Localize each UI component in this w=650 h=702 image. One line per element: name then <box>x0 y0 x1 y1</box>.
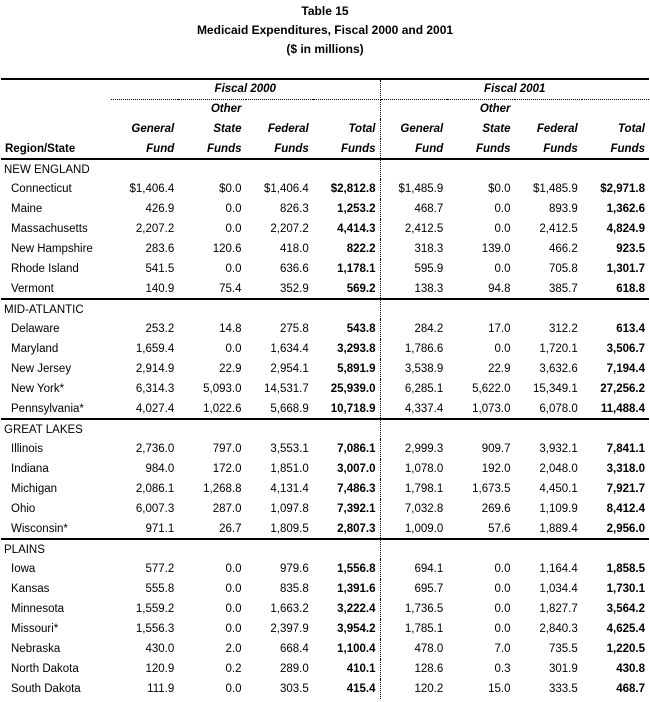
table-row <box>1 379 649 399</box>
federal-funds-2000: 835.8 <box>279 583 309 595</box>
fiscal-year-header-row <box>1 79 649 99</box>
general-fund-2001: 3,538.9 <box>404 363 444 375</box>
general-fund-2000: 4,027.4 <box>135 402 175 415</box>
table-row <box>1 199 649 219</box>
federal-funds-2001: 301.9 <box>548 663 578 675</box>
federal-funds-2000: 979.6 <box>279 563 309 575</box>
general-fund-2001: 6,285.1 <box>404 383 444 395</box>
federal-funds-2001: 1,827.7 <box>539 603 578 615</box>
general-fund-2001: 1,785.1 <box>404 623 444 635</box>
total-funds-2000: 3,293.8 <box>313 339 380 359</box>
table-row <box>1 279 649 299</box>
general-fund-2001: 7,032.8 <box>404 503 444 515</box>
other-state-funds-2001: 0.0 <box>494 563 511 575</box>
general-fund-2000: 253.2 <box>145 323 175 335</box>
federal-funds-2000: 5,668.9 <box>270 402 309 415</box>
other-state-funds-2001: 0.0 <box>494 263 511 275</box>
fiscal-2000-header: Fiscal 2000 <box>111 79 380 99</box>
total-funds-2001: 7,921.7 <box>606 483 645 495</box>
general-fund-2000: 541.5 <box>145 263 175 275</box>
table-row <box>1 619 649 639</box>
general-fund-2001: 1,798.1 <box>404 483 444 495</box>
state-name: Indiana <box>11 463 49 475</box>
fund-label-2000: Fund <box>146 142 175 155</box>
general-fund-2000: 971.1 <box>145 522 175 535</box>
general-fund-2001: 284.2 <box>414 323 444 335</box>
total-label-2001: Total <box>617 123 645 135</box>
general-fund-2000: 430.0 <box>145 643 175 655</box>
total-funds-2000: 1,556.8 <box>313 559 380 579</box>
funds-label-2000-state: Funds <box>207 142 242 155</box>
federal-funds-2000: 4,131.4 <box>270 483 309 495</box>
federal-funds-2000: 1,097.8 <box>270 503 309 515</box>
other-label-2000: Other <box>210 103 242 116</box>
federal-funds-2000: 636.6 <box>279 263 309 275</box>
general-fund-2000: 1,559.2 <box>135 603 175 615</box>
region-state-header: Region/State <box>5 142 76 155</box>
general-fund-2000: 140.9 <box>145 282 175 295</box>
general-fund-2000: 426.9 <box>145 203 175 215</box>
state-name: South Dakota <box>11 683 81 695</box>
region-header-row <box>1 539 649 559</box>
total-funds-2000: 7,486.3 <box>313 479 380 499</box>
state-name: New York* <box>11 383 65 395</box>
other-state-funds-2000: 22.9 <box>219 363 242 375</box>
general-fund-2000: 2,914.9 <box>135 363 175 375</box>
federal-funds-2000: 668.4 <box>279 643 309 655</box>
other-state-funds-2001: 269.6 <box>481 503 511 515</box>
federal-funds-2001: 1,720.1 <box>539 343 578 355</box>
state-name: Maryland <box>11 343 59 355</box>
total-funds-2001: 923.5 <box>616 243 645 255</box>
federal-funds-2000: 2,207.2 <box>270 223 309 235</box>
table-row <box>1 519 649 539</box>
total-funds-2001: 1,858.5 <box>606 563 645 575</box>
funds-label-2001-state: Funds <box>476 142 511 155</box>
state-name: Ohio <box>11 503 36 515</box>
total-funds-2000: 2,807.3 <box>313 519 380 539</box>
total-label-2000: Total <box>313 119 380 139</box>
medicaid-table <box>1 78 649 699</box>
total-funds-2000: 3,954.2 <box>313 619 380 639</box>
total-funds-2001: 3,564.2 <box>606 603 645 615</box>
header-row-type <box>1 119 649 139</box>
total-funds-2001: 7,841.1 <box>606 443 645 455</box>
state-name: Nebraska <box>11 643 61 655</box>
state-name: Iowa <box>11 563 36 575</box>
general-fund-2001: 128.6 <box>414 663 444 675</box>
general-fund-2001: 120.2 <box>414 683 444 695</box>
general-fund-2000: 283.6 <box>145 243 175 255</box>
state-name: North Dakota <box>11 663 79 675</box>
other-state-funds-2000: 2.0 <box>225 643 242 655</box>
other-state-funds-2000: $0.0 <box>219 183 242 195</box>
general-fund-2000: 555.8 <box>145 583 175 595</box>
total-funds-2001: 7,194.4 <box>606 363 645 375</box>
total-funds-2001: 1,220.5 <box>606 643 645 655</box>
region-name: MID-ATLANTIC <box>1 299 111 319</box>
other-state-funds-2000: 0.0 <box>225 603 242 615</box>
federal-funds-2000: 2,954.1 <box>270 363 309 375</box>
federal-funds-2001: 1,034.4 <box>539 583 578 595</box>
total-funds-2000: 7,086.1 <box>313 439 380 459</box>
other-state-funds-2001: 1,073.0 <box>472 402 511 415</box>
other-state-funds-2000: 1,268.8 <box>203 483 242 495</box>
funds-label-2000-total: Funds <box>313 139 380 159</box>
total-funds-2001: 4,625.4 <box>606 623 645 635</box>
federal-funds-2000: 303.5 <box>279 683 309 695</box>
federal-funds-2000: 1,851.0 <box>270 463 309 475</box>
federal-funds-2001: 466.2 <box>548 243 578 255</box>
state-name: Wisconsin* <box>11 522 68 535</box>
other-state-funds-2000: 0.0 <box>225 683 242 695</box>
general-fund-2000: 984.0 <box>145 463 175 475</box>
other-state-funds-2000: 5,093.0 <box>203 383 242 395</box>
general-fund-2001: 1,009.0 <box>404 522 444 535</box>
region-header-row <box>1 419 649 439</box>
general-fund-2001: 318.3 <box>414 243 444 255</box>
state-label-2001: State <box>482 123 511 135</box>
general-fund-2001: 1,736.5 <box>404 603 444 615</box>
federal-funds-2001: 3,632.6 <box>539 363 578 375</box>
region-name: PLAINS <box>1 539 111 559</box>
federal-funds-2000: 1,809.5 <box>270 522 309 535</box>
general-fund-2001: 595.9 <box>414 263 444 275</box>
other-state-funds-2000: 172.0 <box>212 463 242 475</box>
table-row <box>1 239 649 259</box>
general-fund-2001: 4,337.4 <box>404 402 444 415</box>
other-state-funds-2000: 14.8 <box>219 323 242 335</box>
state-name: Illinois <box>11 443 43 455</box>
other-state-funds-2001: $0.0 <box>488 183 511 195</box>
state-name: Delaware <box>11 323 60 335</box>
other-state-funds-2001: 22.9 <box>488 363 511 375</box>
federal-funds-2001: 1,109.9 <box>539 503 578 515</box>
general-fund-2001: 2,412.5 <box>404 223 444 235</box>
general-label-2001: General <box>400 123 444 135</box>
total-funds-2001: $2,971.8 <box>600 183 645 195</box>
federal-funds-2001: 385.7 <box>548 282 578 295</box>
total-funds-2000: 5,891.9 <box>313 359 380 379</box>
general-fund-2001: $1,485.9 <box>398 183 444 195</box>
federal-funds-2000: 3,553.1 <box>270 443 309 455</box>
general-fund-2000: 6,007.3 <box>135 503 175 515</box>
total-funds-2001: 1,362.6 <box>606 203 645 215</box>
general-fund-2000: 577.2 <box>145 563 175 575</box>
total-funds-2001: 27,256.2 <box>600 383 645 395</box>
table-row <box>1 659 649 679</box>
other-state-funds-2001: 94.8 <box>488 282 511 295</box>
federal-funds-2000: 352.9 <box>279 282 309 295</box>
table-row <box>1 679 649 699</box>
general-fund-2000: 1,556.3 <box>135 623 175 635</box>
table-row <box>1 219 649 239</box>
total-funds-2001: 4,824.9 <box>606 223 645 235</box>
other-label-2001: Other <box>479 103 511 116</box>
header-row-other <box>1 99 649 119</box>
federal-funds-2000: 1,634.4 <box>270 343 309 355</box>
federal-funds-2001: 3,932.1 <box>539 443 578 455</box>
federal-funds-2001: 735.5 <box>548 643 578 655</box>
federal-funds-2001: 2,048.0 <box>539 463 578 475</box>
other-state-funds-2000: 287.0 <box>212 503 242 515</box>
general-fund-2001: 478.0 <box>414 643 444 655</box>
other-state-funds-2000: 0.0 <box>225 583 242 595</box>
total-funds-2000: 410.1 <box>313 659 380 679</box>
other-state-funds-2001: 0.0 <box>494 623 511 635</box>
federal-funds-2000: 2,397.9 <box>270 623 309 635</box>
total-funds-2000: 3,222.4 <box>313 599 380 619</box>
total-funds-2000: 1,100.4 <box>313 639 380 659</box>
federal-funds-2001: 2,840.3 <box>539 623 578 635</box>
other-state-funds-2001: 1,673.5 <box>472 483 511 495</box>
other-state-funds-2000: 26.7 <box>219 522 242 535</box>
other-state-funds-2001: 0.0 <box>494 583 511 595</box>
table-row <box>1 399 649 419</box>
other-state-funds-2001: 0.0 <box>494 343 511 355</box>
state-name: Minnesota <box>11 603 65 615</box>
fiscal-2001-header: Fiscal 2001 <box>380 79 649 99</box>
header-row-funds <box>1 139 649 159</box>
other-state-funds-2000: 75.4 <box>219 282 242 295</box>
region-name: NEW ENGLAND <box>1 159 111 179</box>
federal-funds-2001: 6,078.0 <box>539 402 578 415</box>
federal-funds-2000: 1,663.2 <box>270 603 309 615</box>
state-name: Massachusetts <box>11 223 88 235</box>
funds-label-2000-federal: Funds <box>274 142 309 155</box>
region-header-row <box>1 299 649 319</box>
total-funds-2001: 2,956.0 <box>606 522 645 535</box>
total-funds-2000: 4,414.3 <box>313 219 380 239</box>
table-number: Table 15 <box>301 4 349 18</box>
general-fund-2001: 695.7 <box>414 583 444 595</box>
other-state-funds-2000: 0.0 <box>225 623 242 635</box>
other-state-funds-2001: 0.0 <box>494 203 511 215</box>
federal-funds-2001: 333.5 <box>548 683 578 695</box>
region-header-row <box>1 159 649 179</box>
table-row <box>1 259 649 279</box>
other-state-funds-2000: 0.2 <box>225 663 242 675</box>
general-fund-2000: 2,207.2 <box>135 223 175 235</box>
table-row <box>1 579 649 599</box>
other-state-funds-2000: 0.0 <box>225 203 242 215</box>
state-name: New Hampshire <box>11 243 93 255</box>
federal-funds-2000: 289.0 <box>279 663 309 675</box>
table-title-block <box>0 2 650 59</box>
total-funds-2001: 430.8 <box>616 663 645 675</box>
region-name: GREAT LAKES <box>1 419 111 439</box>
other-state-funds-2000: 0.0 <box>225 223 242 235</box>
table-units: ($ in millions) <box>286 42 364 56</box>
total-funds-2000: $2,812.8 <box>313 179 380 199</box>
total-funds-2000: 1,253.2 <box>313 199 380 219</box>
state-name: New Jersey <box>11 363 72 375</box>
other-state-funds-2000: 1,022.6 <box>203 402 242 415</box>
general-fund-2001: 2,999.3 <box>404 443 444 455</box>
federal-funds-2000: 418.0 <box>279 243 309 255</box>
general-fund-2001: 1,786.6 <box>404 343 444 355</box>
state-name: Kansas <box>11 583 50 595</box>
total-funds-2001: 3,318.0 <box>606 463 645 475</box>
total-funds-2001: 1,301.7 <box>606 263 645 275</box>
total-funds-2000: 822.2 <box>313 239 380 259</box>
federal-funds-2001: 4,450.1 <box>539 483 578 495</box>
state-name: Vermont <box>11 282 54 295</box>
federal-funds-2000: 14,531.7 <box>263 383 309 395</box>
federal-funds-2001: 1,889.4 <box>539 522 578 535</box>
table-row <box>1 599 649 619</box>
funds-label-2001-federal: Funds <box>543 142 578 155</box>
other-state-funds-2001: 0.0 <box>494 603 511 615</box>
federal-label-2000: Federal <box>267 123 309 135</box>
federal-funds-2001: 2,412.5 <box>539 223 578 235</box>
table-row <box>1 359 649 379</box>
total-funds-2000: 543.8 <box>313 319 380 339</box>
federal-funds-2001: 893.9 <box>548 203 578 215</box>
total-funds-2000: 569.2 <box>313 279 380 299</box>
federal-funds-2000: $1,406.4 <box>263 183 309 195</box>
state-name: Maine <box>11 203 43 215</box>
table-row <box>1 639 649 659</box>
total-funds-2000: 3,007.0 <box>313 459 380 479</box>
table-row <box>1 479 649 499</box>
general-fund-2000: 1,659.4 <box>135 343 175 355</box>
other-state-funds-2001: 0.3 <box>494 663 511 675</box>
total-funds-2000: 10,718.9 <box>313 399 380 419</box>
state-name: Pennsylvania* <box>11 402 84 415</box>
table-row <box>1 559 649 579</box>
other-state-funds-2001: 192.0 <box>481 463 511 475</box>
federal-funds-2001: 705.8 <box>548 263 578 275</box>
total-funds-2000: 1,391.6 <box>313 579 380 599</box>
total-funds-2001: 468.7 <box>616 683 645 695</box>
other-state-funds-2001: 139.0 <box>481 243 511 255</box>
total-funds-2001: 1,730.1 <box>606 583 645 595</box>
general-fund-2000: 2,736.0 <box>135 443 175 455</box>
total-funds-2001: 613.4 <box>616 323 645 335</box>
total-funds-2000: 415.4 <box>313 679 380 699</box>
general-fund-2001: 1,078.0 <box>404 463 444 475</box>
other-state-funds-2000: 0.0 <box>225 263 242 275</box>
state-name: Missouri* <box>11 623 59 635</box>
state-name: Michigan <box>11 483 58 495</box>
other-state-funds-2001: 17.0 <box>488 323 511 335</box>
other-state-funds-2000: 797.0 <box>212 443 242 455</box>
total-funds-2001: 11,488.4 <box>600 402 645 415</box>
state-label-2000: State <box>213 123 242 135</box>
table-row <box>1 179 649 199</box>
general-fund-2000: 2,086.1 <box>135 483 175 495</box>
general-fund-2000: 120.9 <box>145 663 175 675</box>
total-funds-2000: 7,392.1 <box>313 499 380 519</box>
other-state-funds-2001: 5,622.0 <box>472 383 511 395</box>
general-fund-2000: 6,314.3 <box>135 383 175 395</box>
general-fund-2000: $1,406.4 <box>129 183 175 195</box>
fund-label-2001: Fund <box>415 142 444 155</box>
federal-funds-2000: 826.3 <box>279 203 309 215</box>
table-body <box>1 159 649 699</box>
other-state-funds-2000: 0.0 <box>225 343 242 355</box>
other-state-funds-2001: 15.0 <box>488 683 511 695</box>
other-state-funds-2001: 57.6 <box>488 522 511 535</box>
total-funds-2000: 1,178.1 <box>313 259 380 279</box>
general-label-2000: General <box>131 123 175 135</box>
federal-funds-2001: 312.2 <box>548 323 578 335</box>
federal-funds-2001: 1,164.4 <box>539 563 578 575</box>
other-state-funds-2000: 120.6 <box>212 243 242 255</box>
state-name: Rhode Island <box>11 263 79 275</box>
state-name: Connecticut <box>11 183 72 195</box>
funds-label-2001-total: Funds <box>610 142 645 155</box>
total-funds-2001: 8,412.4 <box>606 503 645 515</box>
table-row <box>1 339 649 359</box>
table-title: Medicaid Expenditures, Fiscal 2000 and 2001 <box>196 23 454 37</box>
other-state-funds-2001: 7.0 <box>494 643 511 655</box>
total-funds-2000: 25,939.0 <box>313 379 380 399</box>
federal-funds-2000: 275.8 <box>279 323 309 335</box>
total-funds-2001: 618.8 <box>616 282 645 295</box>
general-fund-2000: 111.9 <box>147 683 175 695</box>
other-state-funds-2001: 909.7 <box>481 443 511 455</box>
table-row <box>1 439 649 459</box>
general-fund-2001: 138.3 <box>414 282 444 295</box>
federal-funds-2001: $1,485.9 <box>532 183 578 195</box>
table-row <box>1 459 649 479</box>
total-funds-2001: 3,506.7 <box>606 343 645 355</box>
federal-label-2001: Federal <box>536 123 578 135</box>
general-fund-2001: 468.7 <box>414 203 444 215</box>
other-state-funds-2000: 0.0 <box>225 563 242 575</box>
general-fund-2001: 694.1 <box>414 563 444 575</box>
other-state-funds-2001: 0.0 <box>494 223 511 235</box>
table-row <box>1 319 649 339</box>
federal-funds-2001: 15,349.1 <box>532 383 578 395</box>
table-row <box>1 499 649 519</box>
